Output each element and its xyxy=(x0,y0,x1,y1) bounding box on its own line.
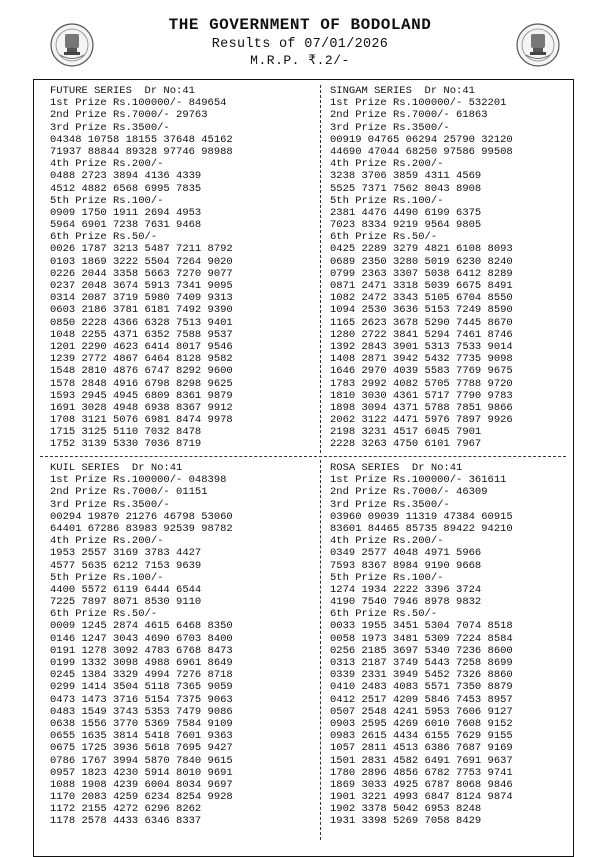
prize-numbers: 0339 2331 3949 5452 7326 8860 xyxy=(330,669,513,682)
prize-label: 5th Prize Rs.100/- xyxy=(330,194,444,207)
prize-label: 6th Prize Rs.50/- xyxy=(50,231,158,244)
prize-numbers: 0146 1247 3043 4690 6703 8400 xyxy=(50,632,233,645)
prize-numbers: 1178 2578 4433 6346 8337 xyxy=(50,815,202,828)
row-divider xyxy=(40,456,566,457)
prize-numbers: 44690 47044 68250 97586 99508 xyxy=(330,145,513,158)
prize-numbers: 71937 88844 89328 97746 98988 xyxy=(50,145,233,158)
prize-numbers: 1953 2557 3169 3783 4427 xyxy=(50,547,202,560)
prize-numbers: 1170 2083 4259 6234 8254 9928 xyxy=(50,791,233,804)
mrp-price: M.R.P. ₹.2/- xyxy=(250,53,350,68)
series-block xyxy=(50,462,233,828)
prize-label: 4th Prize Rs.200/- xyxy=(330,158,444,171)
prize-numbers: 0412 2517 4209 5846 7453 8957 xyxy=(330,693,513,706)
prize-numbers: 7593 8367 8984 9190 9668 xyxy=(330,559,482,572)
prize-numbers: 2062 3122 4471 5976 7897 9926 xyxy=(330,414,513,427)
prize-numbers: 64401 67286 83983 92539 98782 xyxy=(50,522,233,535)
prize-numbers: 1280 2722 3841 5294 7461 8746 xyxy=(330,328,513,341)
prize-numbers: 0245 1384 3329 4994 7276 8718 xyxy=(50,669,233,682)
prize-numbers: 1578 2848 4916 6798 8298 9625 xyxy=(50,377,233,390)
prize-numbers: 1902 3378 5042 6953 8248 xyxy=(330,803,482,816)
prize-numbers: 1715 3125 5110 7032 8478 xyxy=(50,426,202,439)
prize-numbers: 4190 7540 7946 8978 9832 xyxy=(330,596,482,609)
prize-numbers: 4512 4882 6568 6995 7835 xyxy=(50,182,202,195)
page-title: THE GOVERNMENT OF BODOLAND xyxy=(168,16,432,34)
prize-numbers: 1088 1908 4239 6004 8034 9697 xyxy=(50,778,233,791)
prize-label: 3rd Prize Rs.3500/- xyxy=(50,498,170,511)
prize-numbers: 1752 3139 5330 7036 8719 xyxy=(50,438,202,451)
series-block xyxy=(50,85,233,451)
prize-numbers: 1901 3221 4993 6847 8124 9874 xyxy=(330,791,513,804)
series-heading: FUTURE SERIES Dr No:41 xyxy=(50,85,195,97)
header xyxy=(0,0,600,78)
prize-numbers: 2381 4476 4490 6199 6375 xyxy=(330,206,482,219)
prize-numbers: 0983 2615 4434 6155 7629 9155 xyxy=(330,730,513,743)
prize-numbers: 1869 3033 4925 6787 8068 9846 xyxy=(330,778,513,791)
prize-numbers: 1931 3398 5269 7058 8429 xyxy=(330,815,482,828)
prize-numbers: 00294 19870 21276 46798 53060 xyxy=(50,510,233,523)
prize-numbers: 0903 2595 4269 6010 7608 9152 xyxy=(330,717,513,730)
first-prize: 1st Prize Rs.100000/- 048398 xyxy=(50,474,227,487)
state-emblem-icon xyxy=(516,22,560,68)
prize-numbers: 0909 1750 1911 2694 4953 xyxy=(50,206,202,219)
prize-numbers: 0410 2483 4083 5571 7350 8879 xyxy=(330,681,513,694)
prize-numbers: 0850 2228 4366 6328 7513 9401 xyxy=(50,316,233,329)
prize-numbers: 0689 2350 3280 5019 6230 8240 xyxy=(330,255,513,268)
series-heading: KUIL SERIES Dr No:41 xyxy=(50,462,183,474)
second-prize: 2nd Prize Rs.7000/- 61863 xyxy=(330,109,488,122)
prize-numbers: 1691 3028 4948 6938 8367 9912 xyxy=(50,401,233,414)
prize-numbers: 1172 2155 4272 6296 8262 xyxy=(50,803,202,816)
prize-label: 3rd Prize Rs.3500/- xyxy=(330,121,450,134)
prize-numbers: 4400 5572 6119 6444 6544 xyxy=(50,583,202,596)
prize-label: 6th Prize Rs.50/- xyxy=(50,608,158,621)
prize-numbers: 0786 1767 3994 5870 7840 9615 xyxy=(50,754,233,767)
second-prize: 2nd Prize Rs.7000/- 01151 xyxy=(50,486,208,499)
prize-numbers: 1048 2255 4371 6352 7588 9537 xyxy=(50,328,233,341)
prize-numbers: 0488 2723 3894 4136 4339 xyxy=(50,170,202,183)
prize-numbers: 0349 2577 4048 4971 5966 xyxy=(330,547,482,560)
prize-label: 3rd Prize Rs.3500/- xyxy=(50,121,170,134)
first-prize: 1st Prize Rs.100000/- 532201 xyxy=(330,97,507,110)
prize-numbers: 0799 2363 3307 5038 6412 8289 xyxy=(330,267,513,280)
prize-numbers: 0237 2048 3674 5913 7341 9095 xyxy=(50,280,233,292)
prize-numbers: 1593 2945 4945 6809 8361 9879 xyxy=(50,389,233,402)
series-block xyxy=(330,85,513,451)
prize-numbers: 0226 2044 3358 5663 7270 9077 xyxy=(50,267,233,280)
prize-numbers: 0655 1635 3814 5418 7601 9363 xyxy=(50,730,233,743)
prize-numbers: 1165 2623 3678 5290 7445 8670 xyxy=(330,316,513,329)
prize-label: 5th Prize Rs.100/- xyxy=(50,194,164,207)
prize-numbers: 0483 1549 3743 5353 7479 9086 xyxy=(50,705,233,718)
prize-numbers: 1392 2843 3901 5313 7533 9014 xyxy=(330,340,513,353)
prize-numbers: 3238 3706 3859 4311 4569 xyxy=(330,170,482,183)
prize-numbers: 00919 04765 06294 25790 32120 xyxy=(330,133,513,146)
prize-numbers: 1082 2472 3343 5105 6704 8550 xyxy=(330,292,513,305)
prize-numbers: 0058 1973 3481 5309 7224 8584 xyxy=(330,632,513,645)
prize-numbers: 83601 84465 85735 89422 94210 xyxy=(330,522,513,535)
prize-numbers: 0103 1869 3222 5504 7264 9020 xyxy=(50,255,233,268)
prize-numbers: 0638 1556 3770 5369 7584 9109 xyxy=(50,717,233,730)
first-prize: 1st Prize Rs.100000/- 361611 xyxy=(330,474,507,487)
prize-numbers: 2198 3231 4517 6045 7901 xyxy=(330,426,482,439)
prize-numbers: 0675 1725 3936 5618 7695 9427 xyxy=(50,742,233,755)
prize-label: 5th Prize Rs.100/- xyxy=(330,571,444,584)
prize-numbers: 1646 2970 4039 5583 7769 9675 xyxy=(330,365,513,378)
series-heading: ROSA SERIES Dr No:41 xyxy=(330,462,463,474)
prize-label: 4th Prize Rs.200/- xyxy=(50,535,164,548)
prize-numbers: 0473 1473 3716 5154 7375 9063 xyxy=(50,693,233,706)
prize-numbers: 0256 2185 3697 5340 7236 8600 xyxy=(330,644,513,657)
prize-numbers: 1810 3030 4361 5717 7790 9783 xyxy=(330,389,513,402)
first-prize: 1st Prize Rs.100000/- 849654 xyxy=(50,97,227,110)
prize-numbers: 0603 2186 3781 6181 7492 9390 xyxy=(50,304,233,317)
prize-numbers: 0299 1414 3504 5118 7365 9059 xyxy=(50,681,233,694)
prize-numbers: 1783 2992 4082 5705 7788 9720 xyxy=(330,377,513,390)
prize-label: 3rd Prize Rs.3500/- xyxy=(330,498,450,511)
prize-label: 4th Prize Rs.200/- xyxy=(330,535,444,548)
prize-label: 6th Prize Rs.50/- xyxy=(330,608,438,621)
series-block xyxy=(330,462,513,828)
prize-numbers: 1780 2896 4856 6782 7753 9741 xyxy=(330,766,513,779)
prize-numbers: 4577 5635 6212 7153 9639 xyxy=(50,559,202,572)
prize-numbers: 1057 2811 4513 6386 7687 9169 xyxy=(330,742,513,755)
prize-numbers: 1239 2772 4867 6464 8128 9582 xyxy=(50,353,233,366)
prize-numbers: 1708 3121 5076 6981 8474 9978 xyxy=(50,414,233,427)
prize-numbers: 2228 3263 4750 6101 7967 xyxy=(330,438,482,451)
prize-numbers: 1094 2530 3636 5153 7249 8590 xyxy=(330,304,513,317)
prize-numbers: 0425 2289 3279 4821 6108 8093 xyxy=(330,243,513,256)
prize-numbers: 0026 1787 3213 5487 7211 8792 xyxy=(50,243,233,256)
prize-numbers: 7225 7897 8071 8530 9110 xyxy=(50,596,202,609)
prize-label: 4th Prize Rs.200/- xyxy=(50,158,164,171)
prize-label: 6th Prize Rs.50/- xyxy=(330,231,438,244)
prize-numbers: 0871 2471 3318 5039 6675 8491 xyxy=(330,280,513,292)
prize-numbers: 1898 3094 4371 5788 7851 9866 xyxy=(330,401,513,414)
prize-numbers: 1408 2871 3942 5432 7735 9098 xyxy=(330,353,513,366)
series-heading: SINGAM SERIES Dr No:41 xyxy=(330,85,475,97)
prize-numbers: 0033 1955 3451 5304 7074 8518 xyxy=(330,620,513,633)
prize-numbers: 1201 2290 4623 6414 8017 9546 xyxy=(50,340,233,353)
prize-numbers: 0507 2548 4241 5953 7606 9127 xyxy=(330,705,513,718)
prize-numbers: 7023 8334 9219 9564 9805 xyxy=(330,219,482,232)
second-prize: 2nd Prize Rs.7000/- 46309 xyxy=(330,486,488,499)
results-date: Results of 07/01/2026 xyxy=(211,37,389,52)
prize-numbers: 1274 1934 2222 3396 3724 xyxy=(330,583,482,596)
prize-numbers: 04348 10758 18155 37648 45162 xyxy=(50,133,233,146)
prize-label: 5th Prize Rs.100/- xyxy=(50,571,164,584)
prize-numbers: 1548 2810 4876 6747 8292 9600 xyxy=(50,365,233,378)
prize-numbers: 03960 09039 11319 47384 60915 xyxy=(330,510,513,523)
second-prize: 2nd Prize Rs.7000/- 29763 xyxy=(50,109,208,122)
prize-numbers: 1501 2831 4582 6491 7691 9637 xyxy=(330,754,513,767)
prize-numbers: 0957 1823 4230 5914 8010 9691 xyxy=(50,766,233,779)
prize-numbers: 5964 6901 7238 7631 9468 xyxy=(50,219,202,232)
prize-numbers: 0191 1278 3092 4783 6768 8473 xyxy=(50,644,233,657)
column-divider xyxy=(320,85,321,453)
prize-numbers: 5525 7371 7562 8043 8908 xyxy=(330,182,482,195)
prize-numbers: 0313 2187 3749 5443 7258 8699 xyxy=(330,657,513,669)
prize-numbers: 0009 1245 2874 4615 6468 8350 xyxy=(50,620,233,633)
prize-numbers: 0314 2087 3719 5980 7409 9313 xyxy=(50,292,233,305)
column-divider xyxy=(320,460,321,840)
prize-numbers: 0199 1332 3098 4988 6961 8649 xyxy=(50,657,233,669)
